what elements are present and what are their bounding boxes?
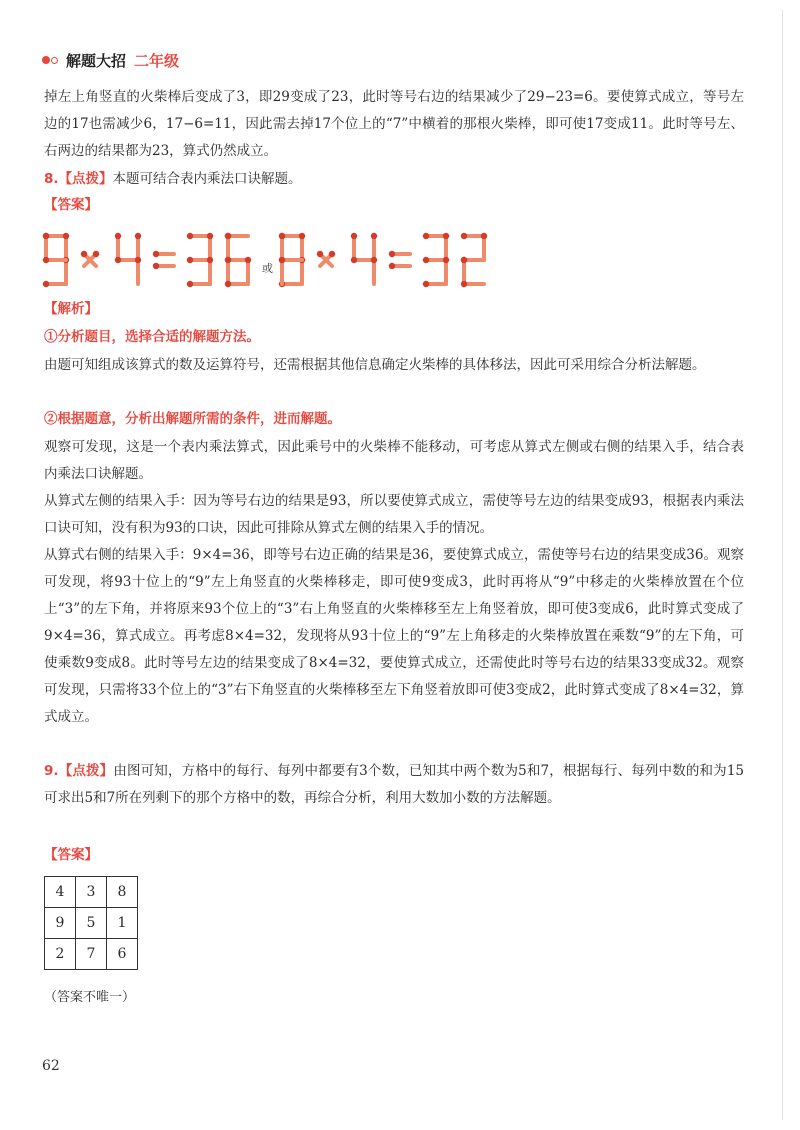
matchstick-head	[135, 257, 141, 263]
page-header	[42, 48, 179, 72]
header-brand: 解题大招	[66, 51, 127, 70]
matchstick-head	[351, 233, 357, 239]
matchstick-head	[299, 233, 305, 239]
q8-paragraph-1: 观察可发现，这是一个表内乘法算式，因此乘号中的火柴棒不能移动，可考虑从算式左侧或右侧的结果入手，结合表内乘法口诀解题。	[44, 439, 744, 482]
matchstick-head	[43, 257, 49, 263]
matchstick-head	[443, 233, 449, 239]
matchstick-head	[279, 233, 285, 239]
header-grade: 二年级	[134, 51, 180, 70]
matchstick-head	[481, 233, 487, 239]
matchstick-head	[461, 257, 467, 263]
q8-tip	[44, 166, 744, 193]
matchstick-head	[153, 251, 159, 257]
matchstick-head	[371, 257, 377, 263]
q8-analysis-heading	[44, 296, 744, 323]
grid-cell: 5	[76, 908, 107, 939]
q8-number: 8.	[44, 171, 59, 187]
q8-paragraph-2: 从算式左侧的结果入手：因为等号右边的结果是93，所以要使算式成立，需使等号左边的结果变成93，根据表内乘法口诀可知，没有积为93的口诀，因此可排除从算式左侧的结果入手的情况。	[44, 493, 744, 536]
grid-cell: 1	[107, 908, 138, 939]
matchstick-head	[423, 257, 429, 263]
grid-cell: 2	[45, 939, 76, 970]
q9-note: （答案不唯一）	[44, 990, 136, 1005]
q8-analysis-label: 【解析】	[44, 301, 98, 317]
matchstick-head	[43, 281, 49, 287]
grid-cell: 9	[45, 908, 76, 939]
q9-number: 9.	[44, 763, 59, 779]
q8-tip-label: 【点拨】	[58, 171, 113, 187]
matchstick-head	[187, 257, 193, 263]
q9-answer-heading	[44, 842, 744, 869]
matchstick-head	[207, 257, 213, 263]
matchstick-head	[461, 281, 467, 287]
matchstick-head	[423, 281, 429, 287]
matchstick-head	[63, 233, 69, 239]
matchstick-head	[371, 233, 377, 239]
header-dots-icon	[42, 56, 58, 64]
q9-tip-text: 由图可知，方格中的每行、每列中都要有3个数，已知其中两个数为5和7，根据每行、每列中数的和为15可求出5和7所在列剩下的那个方格中的数，再综合分析，利用大数加小数的方法解题。	[44, 763, 745, 806]
matchstick-head	[389, 251, 395, 257]
q9-number-grid	[44, 876, 138, 970]
matchstick-head	[245, 257, 251, 263]
q8-answer-or: 或	[262, 262, 273, 275]
matchstick-head	[351, 257, 357, 263]
q9-tip-label: 【点拨】	[58, 763, 114, 779]
grid-cell: 6	[107, 939, 138, 970]
matchstick-head	[81, 251, 87, 257]
page-number: 62	[42, 1058, 60, 1074]
matchstick-equations	[38, 228, 508, 294]
grid-row	[45, 908, 138, 939]
q8-step2-title: ②根据题意，分析出解题所需的条件，进而解题。	[44, 411, 341, 427]
matchstick-head	[187, 281, 193, 287]
matchstick-head	[135, 233, 141, 239]
q8-answer-heading	[44, 192, 744, 219]
grid-cell: 4	[45, 877, 76, 908]
intro-paragraph: 掉左上角竖直的火柴棒后变成了3，即29变成了23，此时等号右边的结果减少了29−23=6。要使算式成立，等号左边的17也需减少6，17−6=11，因此需去掉17个位上的“7”中横着的那根火柴棒，即可使17变成11。此时等号左、右两边的结果都为23，算式仍然成立。	[44, 89, 744, 159]
q9-tip	[44, 758, 744, 812]
matchstick-head	[153, 263, 159, 269]
matchstick-head	[225, 257, 231, 263]
matchstick-head	[187, 233, 193, 239]
grid-row	[45, 939, 138, 970]
page-edge-line	[782, 10, 783, 1120]
matchstick-head	[461, 233, 467, 239]
matchstick-head	[225, 233, 231, 239]
q8-answer-label: 【答案】	[44, 197, 98, 213]
grid-cell: 7	[76, 939, 107, 970]
matchstick-head	[115, 257, 121, 263]
grid-row	[45, 877, 138, 908]
q8-tip-text: 本题可结合表内乘法口诀解题。	[112, 171, 302, 187]
matchstick-head	[317, 251, 323, 257]
matchstick-head	[329, 251, 335, 257]
matchstick-head	[279, 257, 285, 263]
grid-cell: 8	[107, 877, 138, 908]
q9-answer-label: 【答案】	[44, 847, 98, 863]
matchstick-head	[207, 233, 213, 239]
matchstick-head	[93, 251, 99, 257]
matchstick-head	[225, 281, 231, 287]
q8-paragraph-3: 从算式右侧的结果入手：9×4=36，即等号右边正确的结果是36，要使算式成立，需使等号右边的结果变成36。观察可发现，将93十位上的“9”左上角竖直的火柴棒移走，即可使9变成3，此时再将从“9”中移走的火柴棒放置在个位上“3”的左下角，并将原来93个位上的“3”右上角竖直的火柴棒移至左上角竖着放，即可使3变成6，此时算式变成了9×4=36，算式成立。再考虑8×4=32，发现将从93十位上的“9”左上角移走的火柴棒放置在乘数“9”的左下角，可使乘数9变成8。此时等号左边的结果变成了8×4=32，要使算式成立，还需使此时等号右边的结果33变成32。观察可发现，只需将33个位上的“3”右下角竖直的火柴棒移至左下角竖着放即可使3变成2，此时算式变成了8×4=32，算式成立。	[44, 547, 744, 725]
matchstick-head	[389, 263, 395, 269]
matchstick-head	[423, 233, 429, 239]
matchstick-head	[443, 257, 449, 263]
matchstick-head	[115, 233, 121, 239]
matchstick-head	[43, 233, 49, 239]
q8-step1-title: ①分析题目，选择合适的解题方法。	[44, 329, 260, 345]
q8-step1-text: 由题可知组成该算式的数及运算符号，还需根据其他信息确定火柴棒的具体移法，因此可采用综合分析法解题。	[44, 357, 706, 373]
grid-cell: 3	[76, 877, 107, 908]
